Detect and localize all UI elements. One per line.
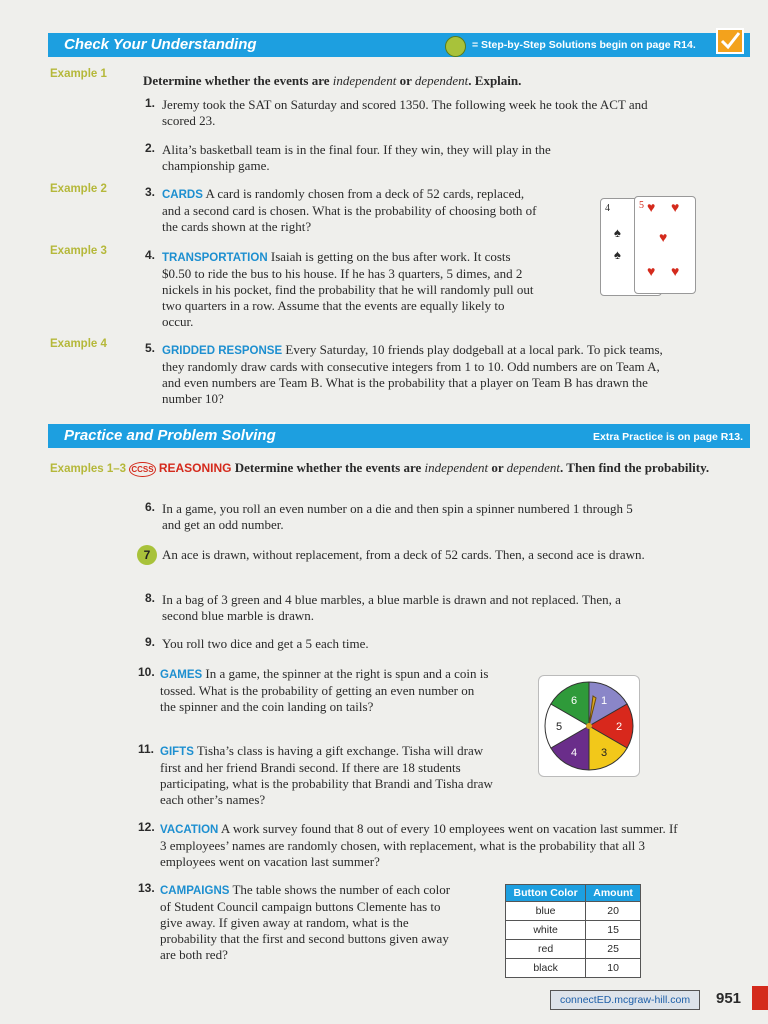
spinner-graphic — [539, 676, 639, 776]
problem-6-text: In a game, you roll an even number on a die and then spin a spinner numbered 1 through 5 and get an odd number. — [162, 501, 633, 532]
problem-5-text: GRIDDED RESPONSE Every Saturday, 10 friends play dodgeball at a local park. To pick teams, they randomly draw cards with consecutive integers from 1 to 10. Odd numbers are on Team A, and even numbers are Team B. What is the probability that a player on Team B has drawn the number 10? — [162, 342, 663, 406]
card-five-of-hearts: 5 ♥ ♥ ♥ ♥ ♥ — [634, 196, 696, 294]
card-four-of-spades: 4 ♠ ♠ — [600, 198, 662, 296]
problem-11-text: GIFTS Tisha’s class is having a gift exchange. Tisha will draw first and her friend Brandi second. If there are 18 students participating, what is the probability that Brandi and Tisha draw each other’s names? — [160, 743, 493, 807]
problem-8-text: In a bag of 3 green and 4 blue marbles, a blue marble is drawn and not replaced. Then, a second blue marble is drawn. — [162, 592, 621, 623]
problem-number: 3. — [145, 185, 156, 199]
problem-1-text: Jeremy took the SAT on Saturday and scored 1350. The following week he took the ACT and scored 23. — [162, 97, 648, 128]
problem-9-text: You roll two dice and get a 5 each time. — [162, 636, 369, 651]
spinner-label: 6 — [570, 695, 578, 708]
section-title: Practice and Problem Solving — [64, 427, 276, 444]
problem-number: 10. — [138, 665, 155, 679]
problem-10-text: GAMES In a game, the spinner at the right is spun and a coin is tossed. What is the probability of getting an even number on the spinner and the coin landing on tails? — [160, 666, 489, 714]
example-label: Example 2 — [50, 183, 107, 195]
campaign-buttons-table — [505, 884, 641, 978]
problem-number: 13. — [138, 881, 155, 895]
problem-13-text: CAMPAIGNS The table shows the number of each color of Student Council campaign buttons Clemente has to give away. If given away at random, what is the probability that the first and second buttons given away are both red? — [160, 882, 451, 962]
ccss-badge: CCSS — [129, 462, 155, 477]
practice-instructions: Examples 1–3 CCSS REASONING Determine whether the events are independent or dependent. Then find the probability. — [50, 460, 710, 475]
extra-practice-note: Extra Practice is on page R13. — [593, 431, 743, 443]
spinner-label: 4 — [570, 746, 578, 759]
table-row: red 25 — [506, 940, 641, 959]
example-label: Example 4 — [50, 338, 107, 350]
problem-number: 2. — [145, 141, 156, 155]
table-header: Button Color — [506, 885, 586, 902]
step-circle-icon — [445, 36, 466, 57]
example-label: Example 1 — [50, 68, 107, 80]
problem-number: 5. — [145, 341, 156, 355]
section-title: Check Your Understanding — [64, 36, 257, 53]
problem-number: 11. — [138, 742, 155, 756]
problem-4-text: TRANSPORTATION Isaiah is getting on the bus after work. It costs $0.50 to ride the bus to his house. If he has 3 quarters, 5 dimes, and 2 nickels in his pocket, find the probability that he will randomly pull out two quarters in a row. Assume that the events are equally likely to occur. — [162, 249, 534, 329]
example-label: Example 3 — [50, 245, 107, 257]
problem-number: 12. — [138, 820, 155, 834]
problem-number: 6. — [145, 500, 156, 514]
table-header: Amount — [586, 885, 641, 902]
spinner-label: 1 — [600, 695, 608, 708]
problem-number: 4. — [145, 248, 156, 262]
table-row: black 10 — [506, 959, 641, 978]
problem-3-text: CARDS A card is randomly chosen from a deck of 52 cards, replaced, and a second card is chosen. What is the probability of choosing both of the cards shown at the right? — [162, 186, 537, 234]
spinner-label: 3 — [600, 746, 608, 759]
connected-link[interactable]: connectED.mcgraw-hill.com — [550, 990, 700, 1010]
solutions-note: = Step-by-Step Solutions begin on page R14. — [472, 39, 696, 51]
check-instructions: Determine whether the events are independent or dependent. Explain. — [143, 73, 522, 88]
highlighted-problem-number: 7 — [137, 545, 157, 565]
table-row: white 15 — [506, 921, 641, 940]
problem-2-text: Alita’s basketball team is in the final four. If they win, they will play in the championship game. — [162, 142, 551, 173]
page-number: 951 — [716, 990, 742, 1007]
next-page-tab[interactable] — [752, 986, 768, 1010]
problem-12-text: VACATION A work survey found that 8 out of every 10 employees went on vacation last summer. If 3 employees’ names are randomly chosen, with replacement, what is the probability that all 3 employees went on vacation last summer? — [160, 821, 678, 869]
spinner-label: 2 — [615, 721, 623, 733]
spinner-card — [538, 675, 640, 777]
table-row: blue 20 — [506, 902, 641, 921]
spinner-label: 5 — [555, 721, 563, 733]
problem-number: 9. — [145, 635, 156, 649]
checkmark-icon — [716, 28, 744, 54]
problem-number: 1. — [145, 96, 156, 110]
problem-number: 8. — [145, 591, 156, 605]
spinner-hub — [586, 723, 592, 729]
problem-7-text: An ace is drawn, without replacement, from a deck of 52 cards. Then, a second ace is drawn. — [162, 547, 645, 562]
